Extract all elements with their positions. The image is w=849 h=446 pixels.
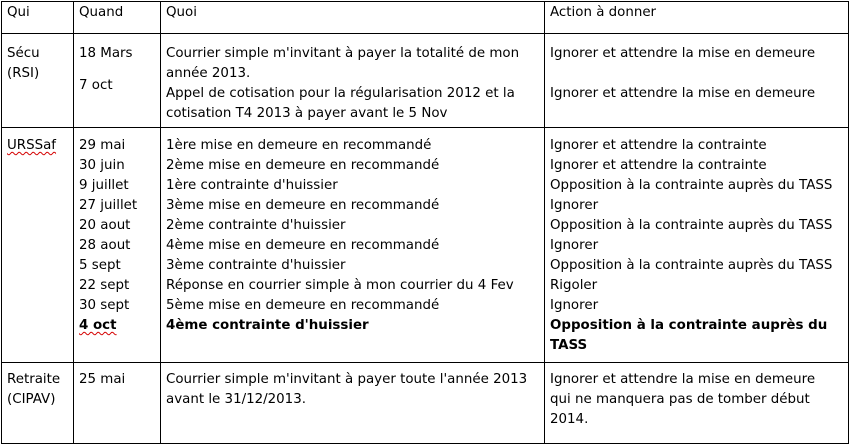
- quoi-line: 2ème mise en demeure en recommandé: [166, 158, 440, 173]
- quoi-line: 1ère contrainte d'huissier: [166, 178, 338, 193]
- quoi-line: Courrier simple m'invitant à payer toute l'année 2013: [166, 372, 528, 387]
- quoi-line: Courrier simple m'invitant à payer la totalité de mon: [166, 46, 520, 61]
- table-row: [2, 128, 849, 363]
- date: 25 mai: [79, 372, 126, 387]
- quoi-line: 4ème mise en demeure en recommandé: [166, 238, 440, 253]
- quoi-line: Réponse en courrier simple à mon courrier du 4 Fev: [166, 278, 514, 293]
- table-row: [2, 363, 849, 444]
- header-quoi: Quoi: [161, 2, 545, 34]
- quoi-line: cotisation T4 2013 à payer avant le 5 Nov: [166, 106, 448, 121]
- date: 22 sept: [79, 278, 130, 293]
- action-line: Ignorer et attendre la contrainte: [550, 158, 767, 173]
- cell-action: [545, 363, 849, 444]
- date: 29 mai: [79, 138, 126, 153]
- action-line: Opposition à la contrainte auprès du: [550, 318, 828, 333]
- org-name: Retraite: [7, 372, 61, 387]
- action-line: Ignorer: [550, 298, 599, 313]
- date: 7 oct: [79, 78, 113, 93]
- cell-action: [545, 128, 849, 363]
- action-line: Opposition à la contrainte auprès du TASS: [550, 178, 833, 193]
- date: 27 juillet: [79, 198, 138, 213]
- cell-quand: [74, 128, 161, 363]
- action-line: Ignorer et attendre la contrainte: [550, 138, 767, 153]
- quoi-line: 3ème mise en demeure en recommandé: [166, 198, 440, 213]
- header-qui: Qui: [2, 2, 74, 34]
- org-abbrev: (RSI): [7, 66, 40, 81]
- action-line: Ignorer et attendre la mise en demeure: [550, 86, 816, 101]
- quoi-line: 2ème contrainte d'huissier: [166, 218, 346, 233]
- cell-quand: [74, 363, 161, 444]
- quoi-line: avant le 31/12/2013.: [166, 392, 306, 407]
- action-line: Opposition à la contrainte auprès du TASS: [550, 218, 833, 233]
- quoi-line: année 2013.: [166, 66, 251, 81]
- table-row: [2, 34, 849, 128]
- cell-quoi: [161, 128, 545, 363]
- date: 30 sept: [79, 298, 130, 313]
- action-line: Ignorer: [550, 198, 599, 213]
- quoi-line: 4ème contrainte d'huissier: [166, 318, 369, 333]
- action-line: Ignorer et attendre la mise en demeure: [550, 46, 816, 61]
- date: 4 oct: [79, 318, 117, 333]
- quoi-line: 5ème mise en demeure en recommandé: [166, 298, 440, 313]
- date: 30 juin: [79, 158, 125, 173]
- action-line: qui ne manquera pas de tomber début: [550, 392, 810, 407]
- org-name: Sécu: [7, 46, 40, 61]
- action-line: Ignorer: [550, 238, 599, 253]
- quoi-line: 3ème contrainte d'huissier: [166, 258, 346, 273]
- quoi-line: 1ère mise en demeure en recommandé: [166, 138, 432, 153]
- cell-qui: [2, 34, 74, 128]
- cell-qui: [2, 363, 74, 444]
- quoi-line: Appel de cotisation pour la régularisation 2012 et la: [166, 86, 515, 101]
- cell-action: [545, 34, 849, 128]
- action-line: Ignorer et attendre la mise en demeure: [550, 372, 816, 387]
- header-action: Action à donner: [545, 2, 849, 34]
- date: 28 aout: [79, 238, 131, 253]
- date: 20 aout: [79, 218, 131, 233]
- date: 9 juillet: [79, 178, 129, 193]
- cell-quoi: [161, 34, 545, 128]
- date: 5 sept: [79, 258, 121, 273]
- header-quand: Quand: [74, 2, 161, 34]
- cell-quand: [74, 34, 161, 128]
- action-line: 2014.: [550, 412, 589, 427]
- org-name: URSSaf: [7, 138, 57, 153]
- action-line: Rigoler: [550, 278, 598, 293]
- action-line: Opposition à la contrainte auprès du TASS: [550, 258, 833, 273]
- action-line: TASS: [550, 338, 588, 353]
- date: 18 Mars: [79, 46, 133, 61]
- org-abbrev: (CIPAV): [7, 392, 56, 407]
- cell-quoi: [161, 363, 545, 444]
- header-row: [2, 2, 849, 34]
- cotisations-table: [1, 1, 849, 444]
- cell-qui: [2, 128, 74, 363]
